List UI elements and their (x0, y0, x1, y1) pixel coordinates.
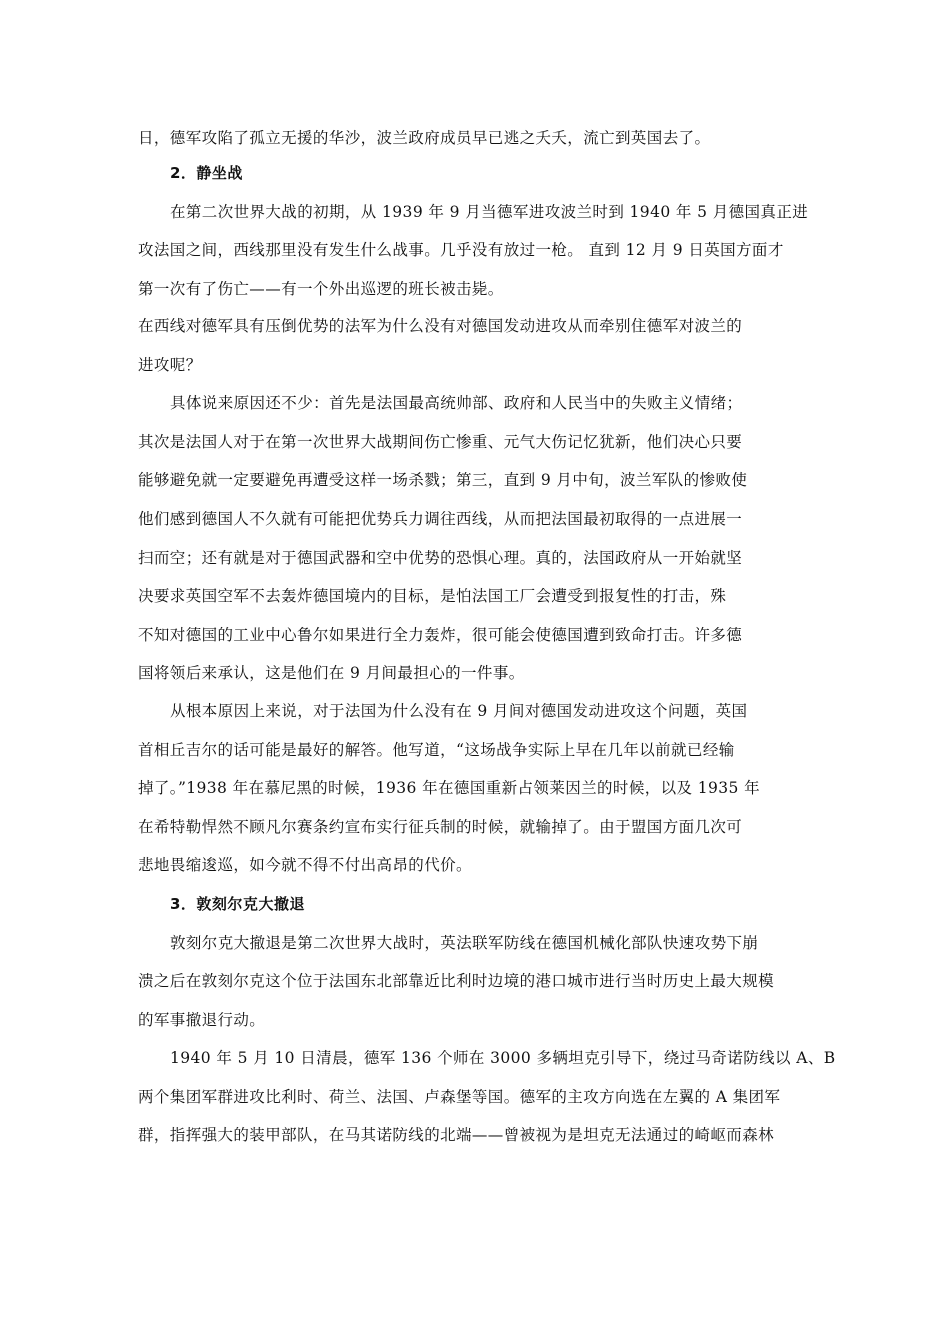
paragraph-line: 第一次有了伤亡——有一个外出巡逻的班长被击毙。 (138, 280, 504, 298)
paragraph-line: 决要求英国空军不去轰炸德国境内的目标，是怕法国工厂会遭受到报复性的打击，殊 (138, 587, 727, 605)
paragraph-line: 扫而空；还有就是对于德国武器和空中优势的恐惧心理。真的，法国政府从一开始就坚 (138, 549, 743, 567)
paragraph-line: 攻法国之间，西线那里没有发生什么战事。几乎没有放过一枪。 直到 12 月 9 日英国方面才 (138, 241, 784, 259)
paragraph-line: 两个集团军群进攻比利时、荷兰、法国、卢森堡等国。德军的主攻方向选在左翼的 A 集团军 (138, 1088, 781, 1106)
paragraph-line: 在希特勒悍然不顾凡尔赛条约宣布实行征兵制的时候，就输掉了。由于盟国方面几次可 (138, 818, 743, 836)
paragraph-line: 溃之后在敦刻尔克这个位于法国东北部靠近比利时边境的港口城市进行当时历史上最大规模 (138, 972, 775, 990)
paragraph-line: 敦刻尔克大撤退是第二次世界大战时，英法联军防线在德国机械化部队快速攻势下崩 (170, 934, 759, 952)
paragraph-line: 从根本原因上来说，对于法国为什么没有在 9 月间对德国发动进攻这个问题，英国 (170, 702, 748, 720)
question-line: 进攻呢？ (138, 356, 202, 374)
section-2-heading: 2．静坐战 (170, 164, 243, 182)
paragraph-line: 能够避免就一定要避免再遭受这样一场杀戮；第三，直到 9 月中旬，波兰军队的惨败使 (138, 471, 748, 489)
paragraph-line: 他们感到德国人不久就有可能把优势兵力调往西线，从而把法国最初取得的一点进展一 (138, 510, 743, 528)
paragraph-line: 国将领后来承认，这是他们在 9 月间最担心的一件事。 (138, 664, 525, 682)
paragraph-line: 不知对德国的工业中心鲁尔如果进行全力轰炸，很可能会使德国遭到致命打击。许多德 (138, 626, 743, 644)
paragraph-line: 掉了。”1938 年在慕尼黑的时候，1936 年在德国重新占领莱因兰的时候，以及 1935 年 (138, 779, 761, 797)
paragraph-line: 1940 年 5 月 10 日清晨，德军 136 个师在 3000 多辆坦克引导下，绕过马奇诺防线以 A、B (170, 1049, 836, 1067)
paragraph-line: 首相丘吉尔的话可能是最好的解答。他写道，“这场战争实际上早在几年以前就已经输 (138, 741, 735, 759)
paragraph-line: 群，指挥强大的装甲部队，在马其诺防线的北端——曾被视为是坦克无法通过的崎岖而森林 (138, 1126, 775, 1144)
section-3-heading: 3．敦刻尔克大撤退 (170, 895, 305, 913)
paragraph-line: 其次是法国人对于在第一次世界大战期间伤亡惨重、元气大伤记忆犹新，他们决心只要 (138, 433, 743, 451)
paragraph-line: 的军事撤退行动。 (138, 1011, 266, 1029)
paragraph-line: 悲地畏缩逡巡，如今就不得不付出高昂的代价。 (138, 856, 472, 874)
paragraph-line: 在第二次世界大战的初期，从 1939 年 9 月当德军进攻波兰时到 1940 年 5 月德国真正进 (170, 203, 809, 221)
question-line: 在西线对德军具有压倒优势的法军为什么没有对德国发动进攻从而牵别住德军对波兰的 (138, 317, 743, 335)
intro-line: 日，德军攻陷了孤立无援的华沙，波兰政府成员早已逃之夭夭，流亡到英国去了。 (138, 129, 711, 147)
paragraph-line: 具体说来原因还不少：首先是法国最高统帅部、政府和人民当中的失败主义情绪； (170, 394, 743, 412)
